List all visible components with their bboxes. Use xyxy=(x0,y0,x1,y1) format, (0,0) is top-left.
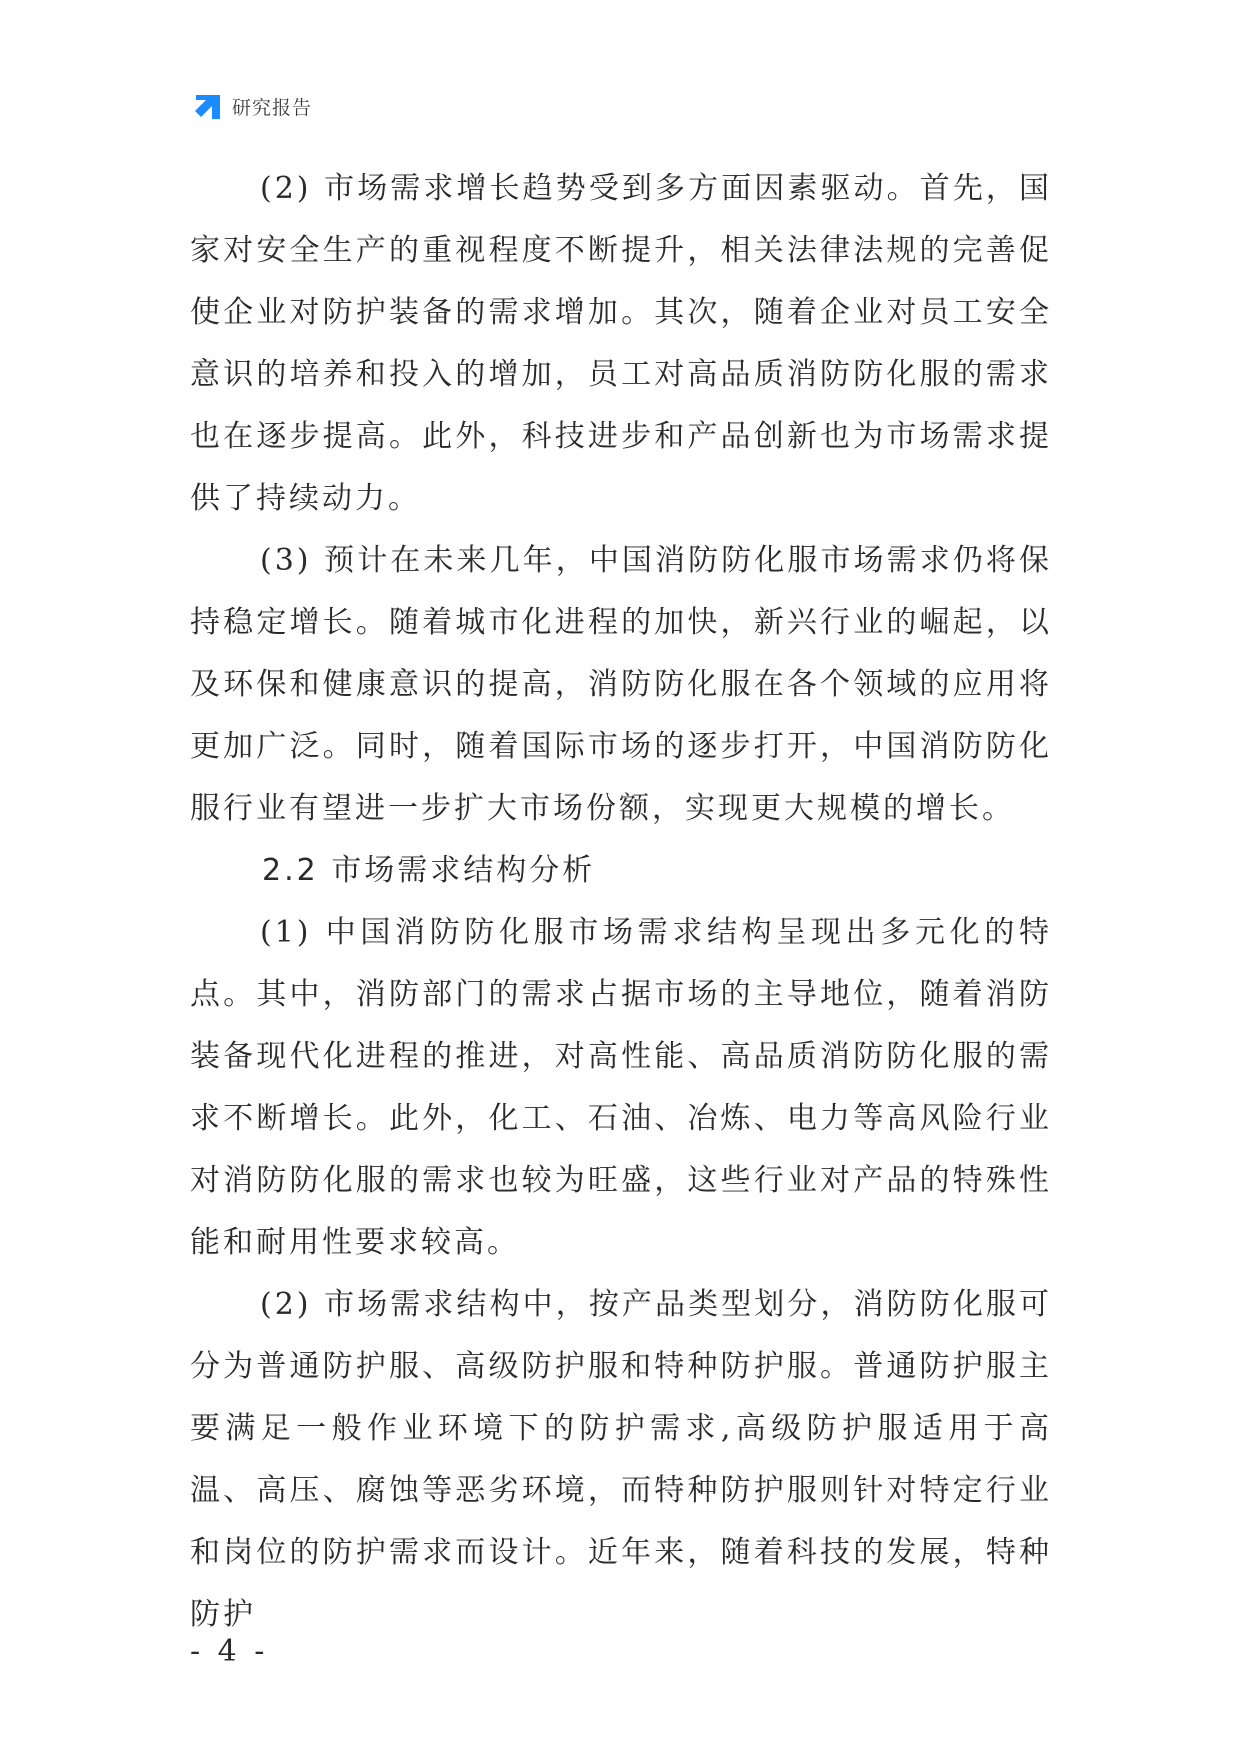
paragraph-demand-drivers: (2) 市场需求增长趋势受到多方面因素驱动。首先，国家对安全生产的重视程度不断提升，相关法律法规的完善促使企业对防护装备的需求增加。其次，随着企业对员工安全意识的培养和投入的增加，员工对高品质消防防化服的需求也在逐步提高。此外，科技进步和产品创新也为市场需求提供了持续动力。 xyxy=(190,171,1052,516)
document-body xyxy=(190,158,1052,1646)
arrow-up-right-icon xyxy=(190,89,224,123)
paragraph-demand-forecast: (3) 预计在未来几年，中国消防防化服市场需求仍将保持稳定增长。随着城市化进程的加快，新兴行业的崛起，以及环保和健康意识的提高，消防防化服在各个领域的应用将更加广泛。同时，随着国际市场的逐步打开，中国消防防化服行业有望进一步扩大市场份额，实现更大规模的增长。 xyxy=(190,543,1052,826)
paragraph-product-types: (2) 市场需求结构中，按产品类型划分，消防防化服可分为普通防护服、高级防护服和特种防护服。普通防护服主要满足一般作业环境下的防护需求,高级防护服适用于高温、高压、腐蚀等恶劣环境，而特种防护服则针对特定行业和岗位的防护需求而设计。近年来，随着科技的发展，特种防护 xyxy=(190,1287,1052,1632)
page-header xyxy=(190,88,312,124)
paragraph-demand-structure: (1) 中国消防防化服市场需求结构呈现出多元化的特点。其中，消防部门的需求占据市场的主导地位，随着消防装备现代化进程的推进，对高性能、高品质消防防化服的需求不断增长。此外，化工、石油、冶炼、电力等高风险行业对消防防化服的需求也较为旺盛，这些行业对产品的特殊性能和耐用性要求较高。 xyxy=(190,915,1052,1260)
page-number: - 4 - xyxy=(190,1634,269,1669)
report-label: 研究报告 xyxy=(232,96,313,119)
section-heading: 2.2 市场需求结构分析 xyxy=(262,853,596,888)
